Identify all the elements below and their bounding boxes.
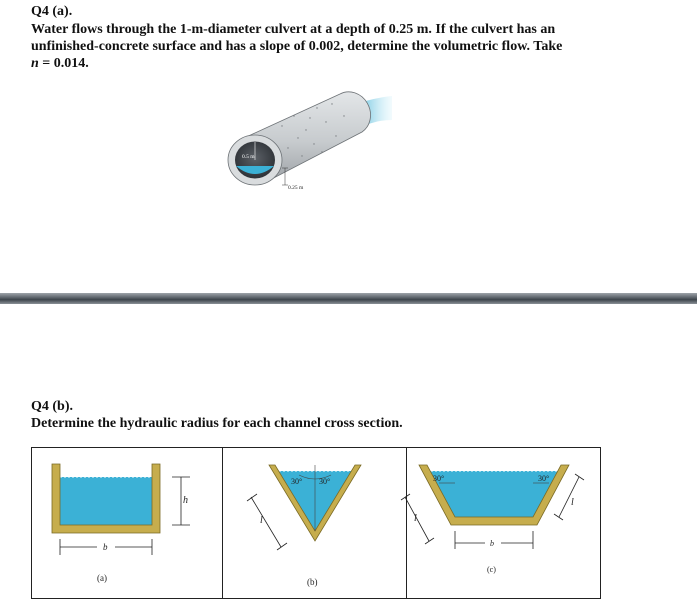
channel-a-water bbox=[60, 477, 152, 525]
channel-c-trapezoidal bbox=[401, 465, 584, 574]
section-divider bbox=[0, 293, 697, 304]
channel-a-width-label: b bbox=[103, 542, 108, 552]
channel-c-side-label-left: l bbox=[414, 513, 417, 524]
manning-n-value: = 0.014. bbox=[38, 56, 89, 71]
channel-b-caption: (b) bbox=[307, 577, 318, 587]
q4a-title: Q4 (a). bbox=[31, 4, 73, 19]
q4a-line-3 bbox=[31, 55, 641, 72]
channel-c-width-label: b bbox=[490, 539, 494, 548]
channel-b-angle-left: 30° bbox=[291, 477, 303, 486]
culvert-figure bbox=[222, 86, 392, 196]
channel-b-side-label: l bbox=[260, 515, 263, 526]
channel-c-angle-left: 30° bbox=[433, 474, 445, 483]
channel-a-rectangular bbox=[52, 464, 190, 583]
channel-c-angle-right: 30° bbox=[538, 474, 550, 483]
channel-c-caption: (c) bbox=[487, 565, 496, 574]
q4b-question-text: Determine the hydraulic radius for each channel cross section. bbox=[31, 416, 403, 431]
channel-b-angle-right: 30° bbox=[319, 477, 331, 486]
manning-n-symbol: n bbox=[31, 56, 39, 71]
q4a-line-2: unfinished-concrete surface and has a slope of 0.002, determine the volumetric flow. Take bbox=[31, 39, 563, 54]
channel-a-caption: (a) bbox=[97, 573, 107, 583]
q4b-title: Q4 (b). bbox=[31, 399, 73, 414]
channel-c-side-label-right: l bbox=[571, 497, 574, 508]
q4a-line-1: Water flows through the 1-m-diameter culvert at a depth of 0.25 m. If the culvert has an bbox=[31, 22, 556, 37]
depth-label: 0.25 m bbox=[288, 185, 304, 191]
q4a-question-text bbox=[31, 21, 641, 72]
channel-b-triangular bbox=[247, 465, 361, 587]
channel-a-depth-label: h bbox=[183, 495, 188, 506]
channel-sections-figure bbox=[31, 447, 601, 599]
radius-label: 0.5 m bbox=[242, 154, 255, 160]
